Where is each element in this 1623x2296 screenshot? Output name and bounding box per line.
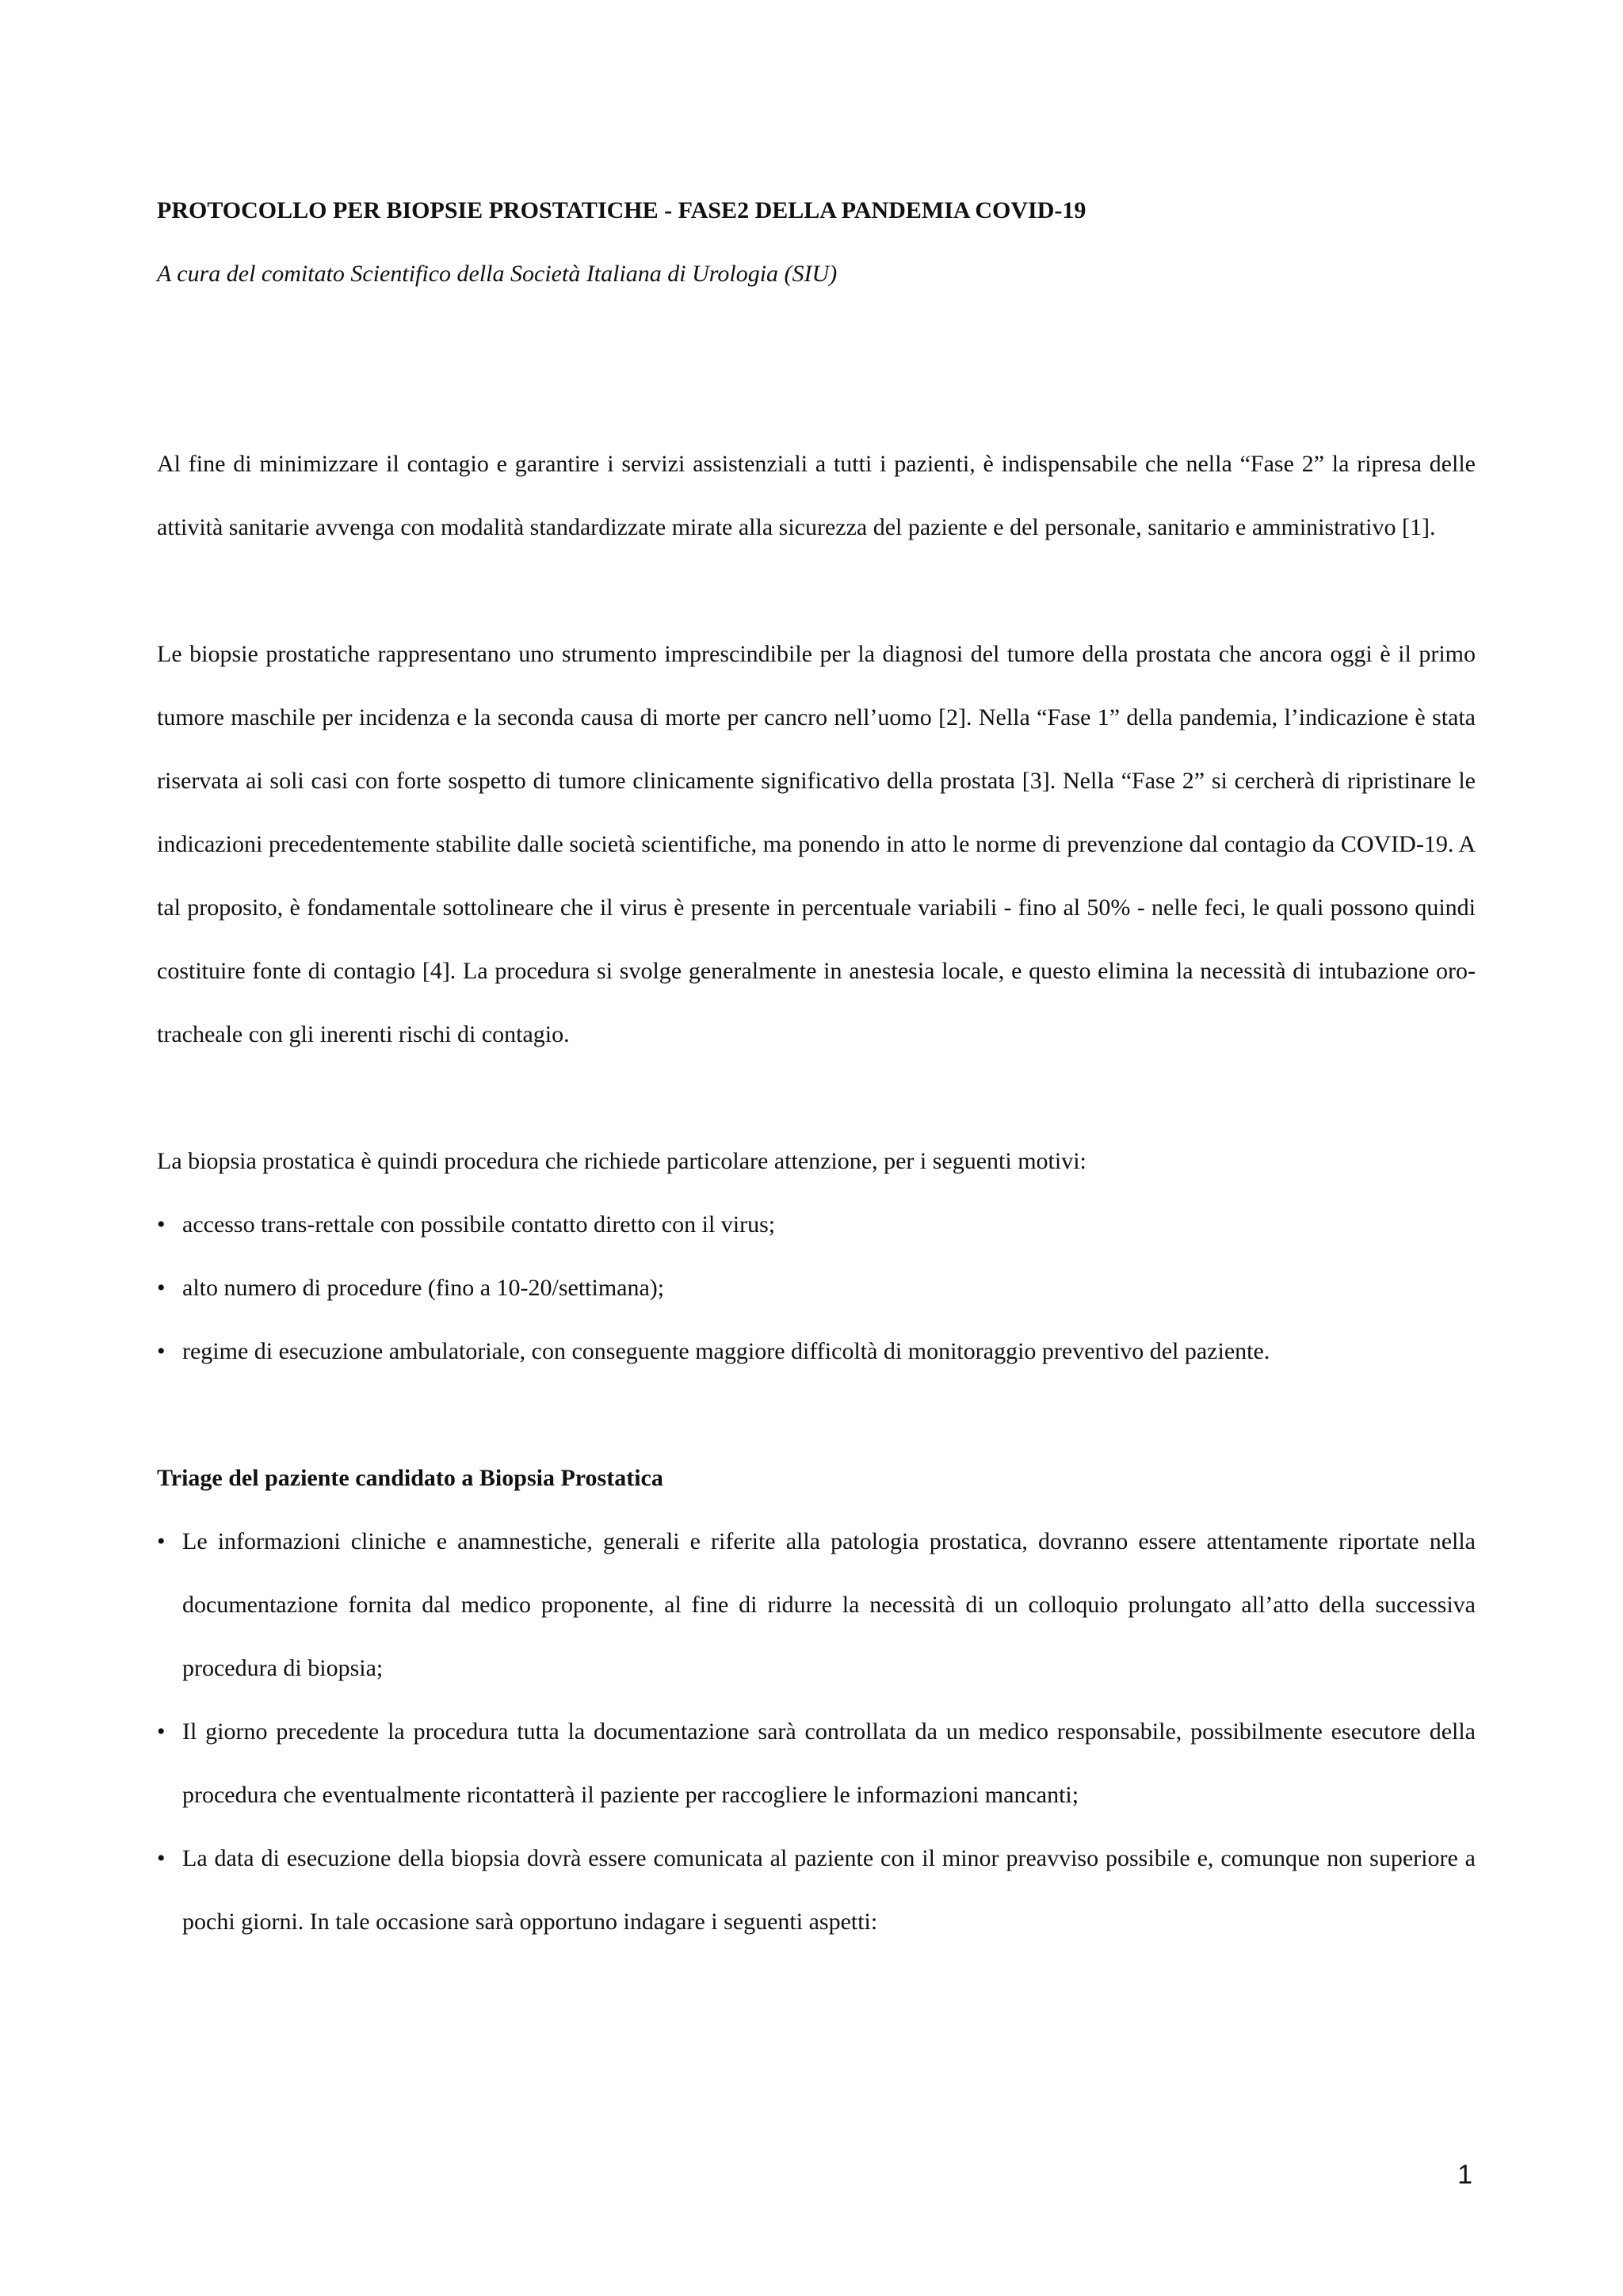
document-subtitle: A cura del comitato Scientifico della Società Italiana di Urologia (SIU) (157, 261, 838, 287)
list-item-text: La data di esecuzione della biopsia dovrà essere comunicata al paziente con il minor preavviso possibile e, comunque non superiore a pochi giorni. In tale occasione sarà opportuno indagare i seguenti aspetti: (182, 1845, 1476, 1935)
list-item-text: Il giorno precedente la procedura tutta la documentazione sarà controllata da un medico responsabile, possibilmente esecutore della procedura che eventualmente ricontatterà il paziente per raccogliere le informazioni mancanti; (182, 1718, 1476, 1808)
reasons-intro-paragraph: La biopsia prostatica è quindi procedura che richiede particolare attenzione, per i seguenti motivi: (157, 1148, 1086, 1174)
list-item-text: alto numero di procedure (fino a 10-20/settimana); (182, 1275, 665, 1301)
bullet-icon: • (157, 1528, 166, 1554)
bullet-icon: • (157, 1338, 166, 1364)
reasons-list (157, 1193, 1476, 1383)
list-item (157, 1510, 1476, 1700)
list-item (157, 1320, 1476, 1383)
list-item-text: regime di esecuzione ambulatoriale, con conseguente maggiore difficoltà di monitoraggio preventivo del paziente. (182, 1338, 1270, 1364)
bullet-icon: • (157, 1718, 166, 1745)
document-title: PROTOCOLLO PER BIOPSIE PROSTATICHE - FASE2 DELLA PANDEMIA COVID-19 (157, 197, 1086, 223)
list-item (157, 1700, 1476, 1827)
list-item (157, 1193, 1476, 1257)
intro-paragraph: Al fine di minimizzare il contagio e garantire i servizi assistenziali a tutti i pazienti, è indispensabile che nella “Fase 2” la ripresa delle attività sanitarie avvenga con modalità standardizzate mirate alla sicurezza del paziente e del personale, sanitario e amministrativo [1]. (157, 451, 1476, 540)
list-item-text: Le informazioni cliniche e anamnestiche, generali e riferite alla patologia prostatica, dovranno essere attentamente riportate nella documentazione fornita dal medico proponente, al fine di ridurre la necessità di un colloquio prolungato all’atto della successiva procedura di biopsia; (182, 1528, 1476, 1681)
triage-list (157, 1510, 1476, 1954)
section-heading: Triage del paziente candidato a Biopsia Prostatica (157, 1465, 663, 1491)
bullet-icon: • (157, 1211, 166, 1238)
page-number: 1 (1457, 2160, 1472, 2190)
list-item-text: accesso trans-rettale con possibile contatto diretto con il virus; (182, 1211, 776, 1238)
list-item (157, 1257, 1476, 1320)
bullet-icon: • (157, 1275, 166, 1301)
biopsy-paragraph: Le biopsie prostatiche rappresentano uno strumento imprescindibile per la diagnosi del tumore della prostata che ancora oggi è il primo tumore maschile per incidenza e la seconda causa di morte per cancro nell’uomo [2]. Nella “Fase 1” della pandemia, l’indicazione è stata riservata ai soli casi con forte sospetto di tumore clinicamente significativo della prostata [3]. Nella “Fase 2” si cercherà di ripristinare le indicazioni precedentemente stabilite dalle società scientifiche, ma ponendo in atto le norme di prevenzione dal contagio da COVID-19. A tal proposito, è fondamentale sottolineare che il virus è presente in percentuale variabili - fino al 50% - nelle feci, le quali possono quindi costituire fonte di contagio [4]. La procedura si svolge generalmente in anestesia locale, e questo elimina la necessità di intubazione oro-tracheale con gli inerenti rischi di contagio. (157, 641, 1476, 1047)
bullet-icon: • (157, 1845, 166, 1871)
page-content (157, 195, 1476, 1954)
list-item (157, 1827, 1476, 1954)
